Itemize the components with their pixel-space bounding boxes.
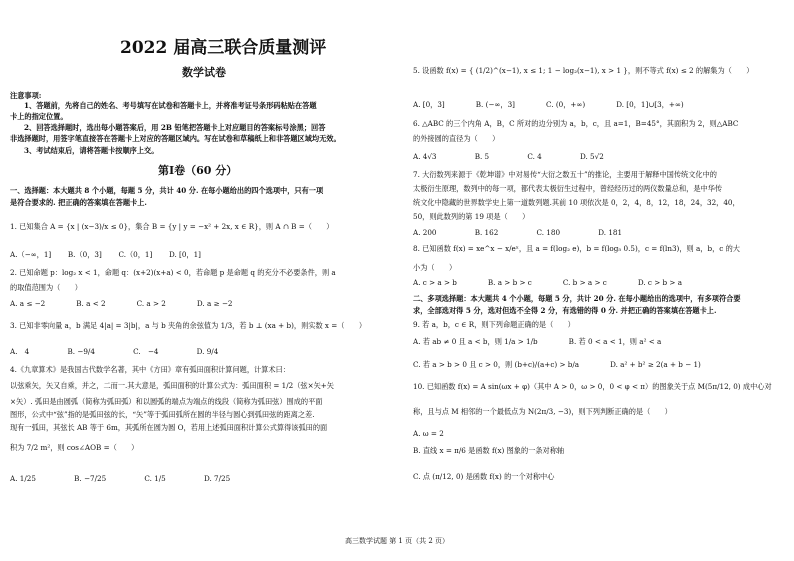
- text-line: C. 点 (π/12, 0) 是函数 f(x) 的一个对称中心: [413, 472, 555, 481]
- text-line: 一、选择题：本大题共 8 个小题，每题 5 分，共计 40 分. 在每小题给出的四个选项中，只有一项: [10, 186, 324, 195]
- text-line: A.（−∞，1] B.（0，3] C.（0，1] D. [0，1]: [10, 250, 201, 259]
- text-line: 2022 届高三联合质量测评: [120, 38, 327, 58]
- text-line: 50，则此数列的第 19 项是（ ）: [413, 212, 530, 221]
- text-line: A. c > a > b B. a > b > c C. b > a > c D. c > b > a: [413, 278, 682, 287]
- text-line: 7. 大衍数列来源于《乾坤谱》中对易传“大衍之数五十”的推论，主要用于解释中国传统文化中的: [413, 170, 717, 179]
- text-line: 图形，公式中“弦”指的是弧田弦的长，“矢”等于弧田弧所在圆的半径与圆心到弧田弦的距离之差.: [10, 410, 315, 419]
- text-line: B. 直线 x = π/6 是函数 f(x) 图象的一条对称轴: [413, 446, 565, 455]
- text-line: 的取值范围为（ ）: [10, 283, 82, 292]
- text-line: 6. △ABC 的三个内角 A，B，C 所对的边分别为 a，b，c，且 a=1，B=45°，其面积为 2，则△ABC: [413, 119, 739, 128]
- text-line: 是符合要求的. 把正确的答案填在答题卡上.: [10, 198, 147, 207]
- text-line: 第Ⅰ卷（60 分）: [158, 164, 238, 177]
- text-line: 3、考试结束后，请将答题卡按顺序上交。: [24, 146, 159, 155]
- text-line: A. [0，3] B. (−∞，3] C. (0，+∞) D. [0，1]∪[3，+∞): [413, 100, 684, 109]
- text-line: 现有一弧田，其弦长 AB 等于 6m，其弧所在圆为圆 O，若用上述弧田面积计算公式算得该弧田的面: [10, 423, 328, 432]
- text-line: 4.《九章算术》是我国古代数学名著，其中《方田》章有弧田面积计算问题，计算术曰：: [10, 365, 290, 374]
- text-line: 太极衍生原理，数列中的每一项，都代表太极衍生过程中，曾经经历过的两仪数量总和，是中华传: [413, 184, 723, 193]
- text-line: 卡上的指定位置。: [10, 112, 68, 121]
- text-line: 小为（ ）: [413, 263, 457, 272]
- text-line: 称，且与点 M 相邻的一个最低点为 N(2π/3, −3)，则下列判断正确的是（ ）: [413, 407, 672, 416]
- text-line: 10. 已知函数 f(x) = A sin(ωx + φ)（其中 A > 0，ω > 0，0 < φ < π）的图象关于点 M(5π/12, 0) 成中心对: [413, 382, 772, 391]
- text-line: A. 若 ab ≠ 0 且 a < b，则 1/a > 1/b B. 若 0 < a < 1，则 a² < a: [413, 337, 662, 346]
- text-line: 求，全部选对得 5 分，选对但选不全得 2 分，有选错的得 0 分. 并把正确的答案填在答题卡上.: [413, 306, 717, 315]
- text-line: 1. 已知集合 A = {x | (x−3)/x ≤ 0}，集合 B = {y | y = −x² + 2x, x ∈ R}，则 A ∩ B =（ ）: [10, 222, 334, 231]
- text-line: 积为 7/2 m²，则 cos∠AOB =（ ）: [10, 443, 139, 452]
- text-line: A. 200 B. 162 C. 180 D. 181: [413, 228, 623, 237]
- text-line: 统文化中隐藏的世界数学史上第一道数列题.其前 10 项依次是 0，2，4，8，12，18，24，32，40，: [413, 198, 740, 207]
- text-line: 3. 已知非零向量 a，b 满足 4|a| = 3|b|，a 与 b 夹角的余弦值为 1/3，若 b ⊥ (xa + b)，则实数 x =（ ）: [10, 321, 367, 330]
- text-line: A. ω = 2: [413, 429, 444, 438]
- text-line: A. 4 B. −9/4 C. −4 D. 9/4: [10, 347, 219, 356]
- text-line: A. 4√3 B. 5 C. 4 D. 5√2: [413, 152, 604, 161]
- text-line: 的外接圆的直径为（ ）: [413, 134, 500, 143]
- text-line: 2、回答选择题时，选出每小题答案后，用 2B 铅笔把答题卡上对应题目的答案标号涂黑；回答: [24, 123, 326, 132]
- text-line: 二、多项选择题：本大题共 4 个小题，每题 5 分，共计 20 分. 在每小题给出的选项中，有多项符合要: [413, 294, 741, 303]
- text-line: ×矢）. 弧田是由圆弧（简称为弧田弧）和以圆弧的端点为端点的线段（简称为弧田弦）围成的平面: [10, 397, 323, 406]
- text-line: 8. 已知函数 f(x) = xe^x − x/eˣ，且 a = f(log₂ e)，b = f(log₅ 0.5)，c = f(ln3)，则 a，b，c 的大: [413, 244, 740, 253]
- text-line: 数学试卷: [182, 66, 226, 79]
- text-line: 以弦乘矢，矢又自乘，并之，二而一.其大意是，弧田面积的计算公式为：弧田面积 = 1/2（弦×矢+矢: [10, 381, 334, 390]
- text-line: 注意事项:: [10, 91, 42, 100]
- text-line: A. a ≤ −2 B. a < 2 C. a > 2 D. a ≥ −2: [10, 299, 233, 308]
- page-footer: 高三数学试题 第 1 页（共 2 页）: [344, 537, 450, 545]
- text-line: C. 若 a > b > 0 且 c > 0，则 (b+c)/(a+c) > b/a D. a² + b² ≥ 2(a + b − 1): [413, 360, 701, 369]
- text-line: 9. 若 a，b，c ∈ R，则下列命题正确的是（ ）: [413, 320, 575, 329]
- text-line: 2. 已知命题 p：log₂ x < 1，命题 q：(x+2)(x+a) < 0，若命题 p 是命题 q 的充分不必要条件，则 a: [10, 268, 336, 277]
- text-line: 5. 设函数 f(x) = { (1/2)^(x−1), x ≤ 1; 1 − log₂(x−1), x > 1 }，则不等式 f(x) ≤ 2 的解集为（ ）: [413, 66, 754, 75]
- text-line: A. 1/25 B. −7/25 C. 1/5 D. 7/25: [10, 474, 231, 483]
- text-line: 非选择题时，用签字笔直接答在答题卡上对应的答题区域内。写在试卷和草稿纸上和非答题区域均无效。: [10, 134, 341, 143]
- text-line: 1、答题前，先将自己的姓名、考号填写在试卷和答题卡上，并将准考证号条形码粘贴在答题: [24, 101, 317, 110]
